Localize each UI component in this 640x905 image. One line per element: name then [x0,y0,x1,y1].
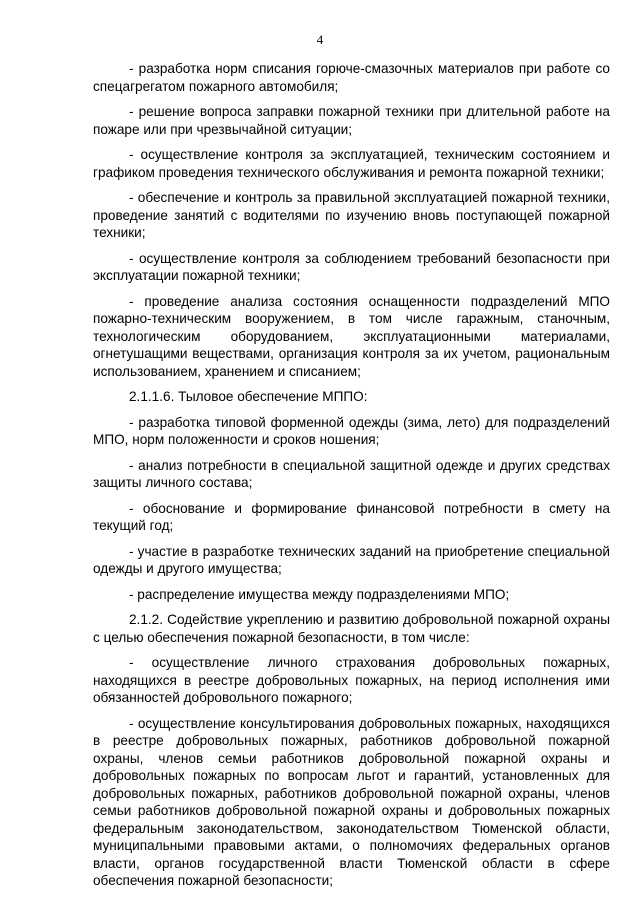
document-body [93,60,610,898]
paragraph-maintenance-control: - осуществление контроля за эксплуатацией, техническим состоянием и графиком проведения технического обслуживания и ремонта пожарной техники; [93,147,610,180]
paragraph-volunteer-insurance: - осуществление личного страхования добровольных пожарных, находящихся в реестре добровольных пожарных, на период исполнения ими обязанностей добровольного пожарного; [93,655,610,705]
section-heading-volunteer-support: 2.1.2. Содействие укреплению и развитию добровольной пожарной охраны с целью обеспечения пожарной безопасности, в том числе: [93,612,610,645]
paragraph-fuel-norms: - разработка норм списания горюче-смазочных материалов при работе со спецагрегатом пожарного автомобиля; [93,61,610,94]
section-heading-logistics: 2.1.1.6. Тыловое обеспечение МППО: [129,389,368,404]
paragraph-uniform-design: - разработка типовой форменной одежды (зима, лето) для подразделений МПО, норм положенности и сроков ношения; [93,414,610,447]
paragraph-volunteer-consulting: - осуществление консультирования добровольных пожарных, находящихся в реестре добровольных пожарных, работников добровольной пожарной охраны, членов семьи работников добровольной пожарной охраны и добровольных пожарных по вопросам льгот и гарантий, установленных для добровольных пожарных, работников добровольной пожарной охраны, членов семьи работников добровольной пожарной охраны и добровольных пожарных федеральным законодательством, законодательством Тюменской области, муниципальными правовыми актами, о полномочиях федеральных органов власти, органов государственной власти Тюменской области в сфере обеспечения пожарной безопасности; [93,715,610,888]
paragraph-technical-specs: - участие в разработке технических заданий на приобретение специальной одежды и другого имущества; [93,543,610,576]
page-number: 4 [316,32,324,47]
paragraph-refueling: - решение вопроса заправки пожарной техники при длительной работе на пожаре или при чрезвычайной ситуации; [93,104,610,137]
paragraph-property-distribution: - распределение имущества между подразделениями МПО; [129,586,510,602]
paragraph-driver-training: - обеспечение и контроль за правильной эксплуатацией пожарной техники, проведение занятий с водителями по изучению вновь поступающей пожарной техники; [93,190,610,240]
paragraph-budget: - обоснование и формирование финансовой потребности в смету на текущий год; [93,500,610,533]
paragraph-safety-control: - осуществление контроля за соблюдением требований безопасности при эксплуатации пожарной техники; [93,250,610,283]
paragraph-protective-gear: - анализ потребности в специальной защитной одежде и других средствах защиты личного состава; [93,457,610,490]
paragraph-equipment-analysis: - проведение анализа состояния оснащенности подразделений МПО пожарно-техническим вооружением, в том числе гаражным, станочным, технологическим оборудованием, эксплуатационными материалами, огнетушащими веществами, организация контроля за их учетом, рациональным использованием, хранением и списанием; [93,293,610,379]
